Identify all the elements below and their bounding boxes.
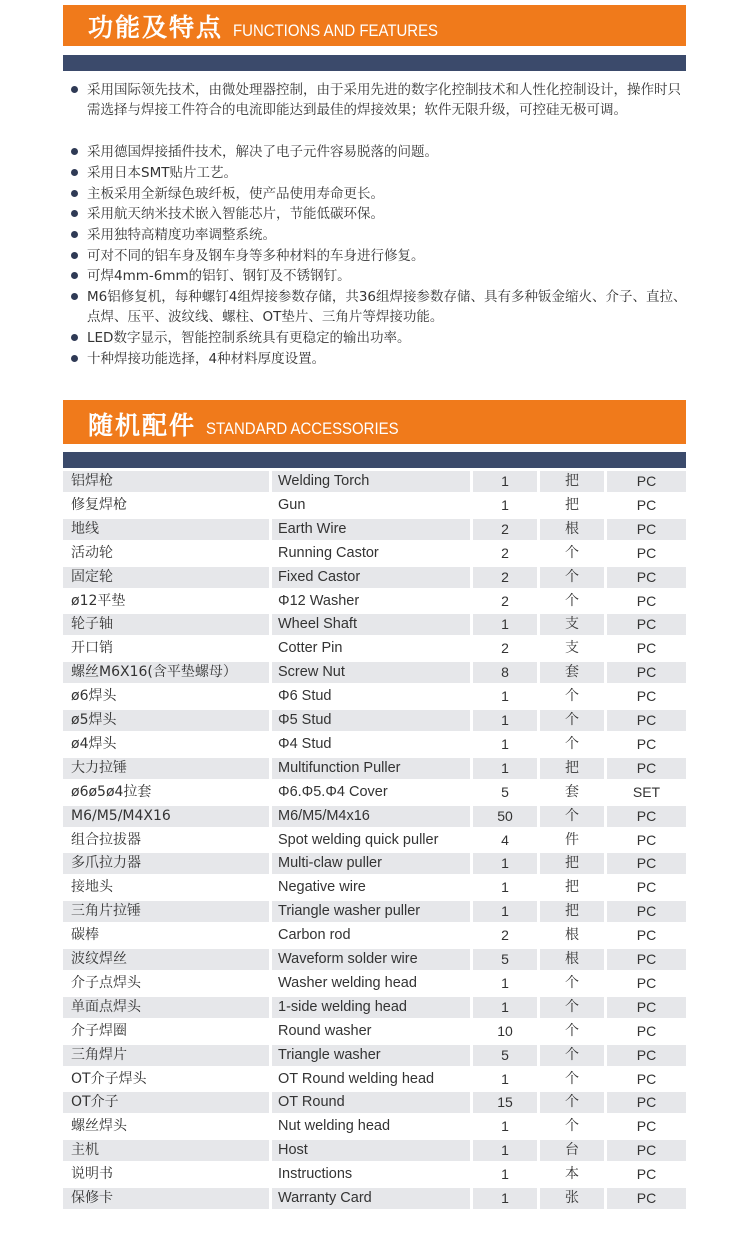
item-unit-cn: 个 — [565, 592, 579, 609]
item-name-cn: M6/M5/M4X16 — [63, 806, 269, 827]
feature-text: LED数字显示，智能控制系统具有更稳定的输出功率。 — [87, 330, 411, 346]
table-row — [63, 470, 686, 494]
item-quantity: 2 — [473, 567, 537, 588]
item-quantity: 50 — [473, 806, 537, 827]
feature-text: 十种焊接功能选择，4种材料厚度设置。 — [87, 351, 326, 367]
item-quantity: 2 — [473, 519, 537, 540]
item-name-cn: ø5焊头 — [63, 710, 269, 731]
feature-text: 采用独特高精度功率调整系统。 — [87, 227, 276, 243]
feature-text: 采用日本SMT贴片工艺。 — [87, 165, 237, 181]
item-name-en: Warranty Card — [272, 1188, 470, 1209]
table-row — [63, 757, 686, 781]
table-row — [63, 494, 686, 518]
item-unit-en: PC — [607, 1092, 686, 1113]
item-name-en: Round washer — [278, 1022, 372, 1039]
item-unit-cn: 根 — [540, 949, 604, 970]
item-name-cn: 铝焊枪 — [63, 471, 269, 492]
table-row — [63, 1091, 686, 1115]
item-unit-en: PC — [607, 853, 686, 874]
item-name-cn: 地线 — [63, 519, 269, 540]
item-quantity: 4 — [501, 831, 509, 848]
item-unit-en: PC — [636, 879, 657, 896]
item-unit-cn: 个 — [540, 997, 604, 1018]
item-quantity: 1 — [473, 853, 537, 874]
item-name-cn: 固定轮 — [63, 567, 269, 588]
item-unit-cn: 套 — [540, 662, 604, 683]
item-unit-cn: 把 — [540, 853, 604, 874]
item-name-cn: 波纹焊丝 — [63, 949, 269, 970]
item-unit-en: PC — [607, 519, 686, 540]
item-unit-en: PC — [607, 710, 686, 731]
item-name-en: Host — [272, 1140, 470, 1161]
item-name-cn: 开口销 — [71, 640, 113, 657]
functions-header — [63, 5, 686, 46]
item-unit-cn: 把 — [565, 496, 579, 513]
item-unit-en: PC — [607, 471, 686, 492]
bullet-icon — [71, 210, 78, 217]
item-unit-cn: 支 — [540, 614, 604, 635]
bullet-icon — [71, 169, 78, 176]
item-quantity: 5 — [473, 949, 537, 970]
item-quantity: 1 — [473, 1188, 537, 1209]
item-name-en: Running Castor — [278, 544, 379, 561]
item-name-cn: 修复焊枪 — [71, 496, 127, 513]
item-unit-cn: 个 — [540, 806, 604, 827]
item-name-en: Earth Wire — [272, 519, 470, 540]
item-quantity: 10 — [497, 1022, 513, 1039]
table-row — [63, 1139, 686, 1163]
item-quantity: 1 — [501, 879, 509, 896]
item-name-cn: 组合拉拔器 — [71, 831, 141, 848]
item-unit-en: PC — [607, 758, 686, 779]
item-quantity: 1 — [473, 471, 537, 492]
item-unit-en: PC — [607, 1140, 686, 1161]
item-name-cn: 保修卡 — [63, 1188, 269, 1209]
item-name-cn: 轮子轴 — [63, 614, 269, 635]
item-name-en: Spot welding quick puller — [278, 831, 439, 848]
item-unit-cn: 根 — [565, 927, 579, 944]
table-row — [63, 1020, 686, 1044]
item-name-en: Negative wire — [278, 879, 366, 896]
item-unit-cn: 把 — [540, 901, 604, 922]
item-unit-en: PC — [636, 927, 657, 944]
item-unit-cn: 个 — [540, 710, 604, 731]
item-unit-en: PC — [636, 640, 657, 657]
item-unit-cn: 支 — [565, 640, 579, 657]
table-row — [63, 829, 686, 853]
item-name-cn: 接地头 — [71, 879, 113, 896]
feature-text: M6铝修复机，每种螺钉4组焊接参数存储，共36组焊接参数存储、具有多种钣金缩火、介子、直拉、点焊、压平、波纹线、螺柱、OT垫片、三角片等焊接功能。 — [87, 289, 687, 325]
item-quantity: 1 — [501, 688, 509, 705]
functions-title-cn: 功能及特点 — [88, 13, 224, 42]
table-row — [63, 1163, 686, 1187]
table-row — [63, 805, 686, 829]
item-quantity: 1 — [473, 614, 537, 635]
item-quantity: 2 — [501, 592, 509, 609]
item-name-en: Φ6.Φ5.Φ4 Cover — [278, 783, 388, 800]
bullet-icon — [71, 355, 78, 362]
accessories-title-cn: 随机配件 — [88, 411, 197, 440]
item-quantity: 2 — [501, 640, 509, 657]
item-unit-en: SET — [632, 783, 661, 800]
item-unit-cn: 把 — [540, 758, 604, 779]
item-unit-en: PC — [607, 806, 686, 827]
item-unit-cn: 个 — [565, 735, 579, 752]
item-quantity: 1 — [501, 1118, 509, 1135]
item-unit-cn: 台 — [540, 1140, 604, 1161]
item-unit-en: PC — [607, 1045, 686, 1066]
item-unit-cn: 件 — [565, 831, 579, 848]
item-quantity: 1 — [501, 735, 509, 752]
item-unit-en: PC — [636, 1118, 657, 1135]
item-name-cn: 碳棒 — [71, 927, 99, 944]
item-unit-cn: 套 — [565, 783, 579, 800]
table-row — [63, 566, 686, 590]
bullet-icon — [71, 86, 78, 93]
item-unit-cn: 本 — [565, 1166, 579, 1183]
table-row — [63, 924, 686, 948]
item-unit-en: PC — [636, 1022, 657, 1039]
table-row — [63, 900, 686, 924]
table-row — [63, 781, 686, 805]
item-name-cn: ø12平垫 — [71, 592, 126, 609]
item-name-cn: 单面点焊头 — [63, 997, 269, 1018]
feature-text: 主板采用全新绿色玻纤板，使产品使用寿命更长。 — [87, 186, 384, 202]
item-unit-cn: 个 — [540, 1045, 604, 1066]
item-name-cn: 螺丝焊头 — [71, 1118, 127, 1135]
item-name-en: Gun — [278, 496, 306, 513]
item-name-cn: 多爪拉力器 — [63, 853, 269, 874]
item-name-en: Carbon rod — [278, 927, 351, 944]
item-unit-cn: 个 — [565, 544, 579, 561]
item-unit-cn: 根 — [540, 519, 604, 540]
item-quantity: 1 — [473, 710, 537, 731]
item-unit-cn: 个 — [540, 567, 604, 588]
table-row — [63, 972, 686, 996]
item-name-en: Triangle washer puller — [272, 901, 470, 922]
bullet-icon — [71, 272, 78, 279]
item-name-en: Cotter Pin — [278, 640, 343, 657]
item-unit-en: PC — [636, 735, 657, 752]
item-name-cn: 大力拉锤 — [63, 758, 269, 779]
item-name-en: Instructions — [278, 1166, 353, 1183]
item-name-en: Multi-claw puller — [272, 853, 470, 874]
table-row — [63, 1115, 686, 1139]
item-unit-en: PC — [636, 544, 657, 561]
table-row — [63, 709, 686, 733]
table-row — [63, 876, 686, 900]
item-name-cn: ø6焊头 — [71, 688, 117, 705]
item-quantity: 8 — [473, 662, 537, 683]
functions-title-en: FUNCTIONS AND FEATURES — [233, 21, 439, 40]
bullet-icon — [71, 190, 78, 197]
item-unit-en: PC — [636, 1070, 657, 1087]
table-row — [63, 1187, 686, 1211]
item-unit-cn: 个 — [565, 688, 579, 705]
item-name-en: OT Round — [272, 1092, 470, 1113]
feature-text: 可焊4mm-6mm的铝钉、钢钉及不锈钢钉。 — [87, 268, 351, 284]
bullet-icon — [71, 334, 78, 341]
item-unit-en: PC — [636, 688, 657, 705]
item-unit-en: PC — [636, 496, 657, 513]
item-name-cn: 介子点焊头 — [71, 974, 141, 991]
functions-divider-bar — [63, 55, 686, 71]
table-row — [63, 1068, 686, 1092]
feature-text: 采用德国焊接插件技术，解决了电子元件容易脱落的问题。 — [87, 144, 438, 160]
item-name-en: Multifunction Puller — [272, 758, 470, 779]
item-unit-cn: 把 — [540, 471, 604, 492]
item-unit-cn: 个 — [540, 1092, 604, 1113]
item-quantity: 1 — [501, 1166, 509, 1183]
item-quantity: 2 — [501, 927, 509, 944]
item-name-en: Φ12 Washer — [278, 592, 360, 609]
item-quantity: 5 — [501, 783, 509, 800]
item-quantity: 1 — [473, 758, 537, 779]
item-name-cn: ø4焊头 — [71, 735, 117, 752]
item-name-en: Wheel Shaft — [272, 614, 470, 635]
table-row — [63, 542, 686, 566]
item-name-en: Nut welding head — [278, 1118, 391, 1135]
item-name-en: Φ6 Stud — [278, 688, 332, 705]
accessories-divider-bar — [63, 452, 686, 468]
item-unit-cn: 把 — [565, 879, 579, 896]
feature-text: 可对不同的铝车身及钢车身等多种材料的车身进行修复。 — [87, 248, 425, 264]
item-name-cn: OT介子焊头 — [71, 1070, 147, 1087]
table-row — [63, 1044, 686, 1068]
features-list — [63, 80, 686, 380]
feature-text: 采用航天纳米技术嵌入智能芯片，节能低碳环保。 — [87, 206, 384, 222]
item-name-en: OT Round welding head — [278, 1070, 435, 1087]
table-row — [63, 637, 686, 661]
item-name-en: Welding Torch — [272, 471, 470, 492]
table-row — [63, 590, 686, 614]
item-name-en: M6/M5/M4x16 — [272, 806, 470, 827]
item-name-cn: OT介子 — [63, 1092, 269, 1113]
accessories-header — [63, 400, 686, 444]
item-name-cn: ø6ø5ø4拉套 — [71, 783, 152, 800]
item-name-cn: 说明书 — [71, 1166, 113, 1183]
item-name-en: Fixed Castor — [272, 567, 470, 588]
item-unit-cn: 个 — [565, 1118, 579, 1135]
item-name-en: Φ4 Stud — [278, 735, 332, 752]
item-unit-en: PC — [607, 1188, 686, 1209]
item-unit-en: PC — [607, 949, 686, 970]
item-unit-en: PC — [607, 614, 686, 635]
table-row — [63, 661, 686, 685]
item-unit-en: PC — [607, 662, 686, 683]
item-unit-en: PC — [636, 592, 657, 609]
item-unit-en: PC — [607, 997, 686, 1018]
item-unit-en: PC — [607, 901, 686, 922]
item-unit-en: PC — [607, 567, 686, 588]
table-row — [63, 613, 686, 637]
item-name-cn: 介子焊圈 — [71, 1022, 127, 1039]
item-quantity: 1 — [473, 901, 537, 922]
item-name-cn: 三角片拉锤 — [63, 901, 269, 922]
table-row — [63, 948, 686, 972]
item-name-en: Triangle washer — [272, 1045, 470, 1066]
table-row — [63, 518, 686, 542]
table-row — [63, 852, 686, 876]
bullet-icon — [71, 231, 78, 238]
item-unit-en: PC — [636, 974, 657, 991]
bullet-icon — [71, 293, 78, 300]
table-row — [63, 733, 686, 757]
item-quantity: 1 — [501, 974, 509, 991]
item-quantity: 2 — [501, 544, 509, 561]
table-row — [63, 996, 686, 1020]
accessories-title-en: STANDARD ACCESSORIES — [206, 419, 399, 438]
item-quantity: 5 — [473, 1045, 537, 1066]
item-name-en: Screw Nut — [272, 662, 470, 683]
item-name-en: Washer welding head — [278, 974, 417, 991]
item-quantity: 1 — [473, 1140, 537, 1161]
item-name-cn: 三角焊片 — [63, 1045, 269, 1066]
item-name-en: 1-side welding head — [272, 997, 470, 1018]
item-quantity: 1 — [501, 1070, 509, 1087]
item-quantity: 1 — [473, 997, 537, 1018]
table-row — [63, 685, 686, 709]
item-name-cn: 螺丝M6X16(含平垫螺母） — [63, 662, 269, 683]
item-quantity: 15 — [473, 1092, 537, 1113]
item-unit-cn: 个 — [565, 1070, 579, 1087]
feature-text: 采用国际领先技术，由微处理器控制，由于采用先进的数字化控制技术和人性化控制设计，操作时只需选择与焊接工件符合的电流即能达到最佳的焊接效果；软件无限升级，可控硅无极可调。 — [87, 82, 681, 118]
bullet-icon — [71, 148, 78, 155]
bullet-icon — [71, 252, 78, 259]
item-name-en: Φ5 Stud — [272, 710, 470, 731]
item-name-cn: 主机 — [63, 1140, 269, 1161]
item-unit-cn: 张 — [540, 1188, 604, 1209]
item-unit-cn: 个 — [565, 1022, 579, 1039]
item-unit-cn: 个 — [565, 974, 579, 991]
item-quantity: 1 — [501, 496, 509, 513]
item-unit-en: PC — [636, 831, 657, 848]
item-unit-en: PC — [636, 1166, 657, 1183]
item-name-cn: 活动轮 — [71, 544, 113, 561]
item-name-en: Waveform solder wire — [272, 949, 470, 970]
